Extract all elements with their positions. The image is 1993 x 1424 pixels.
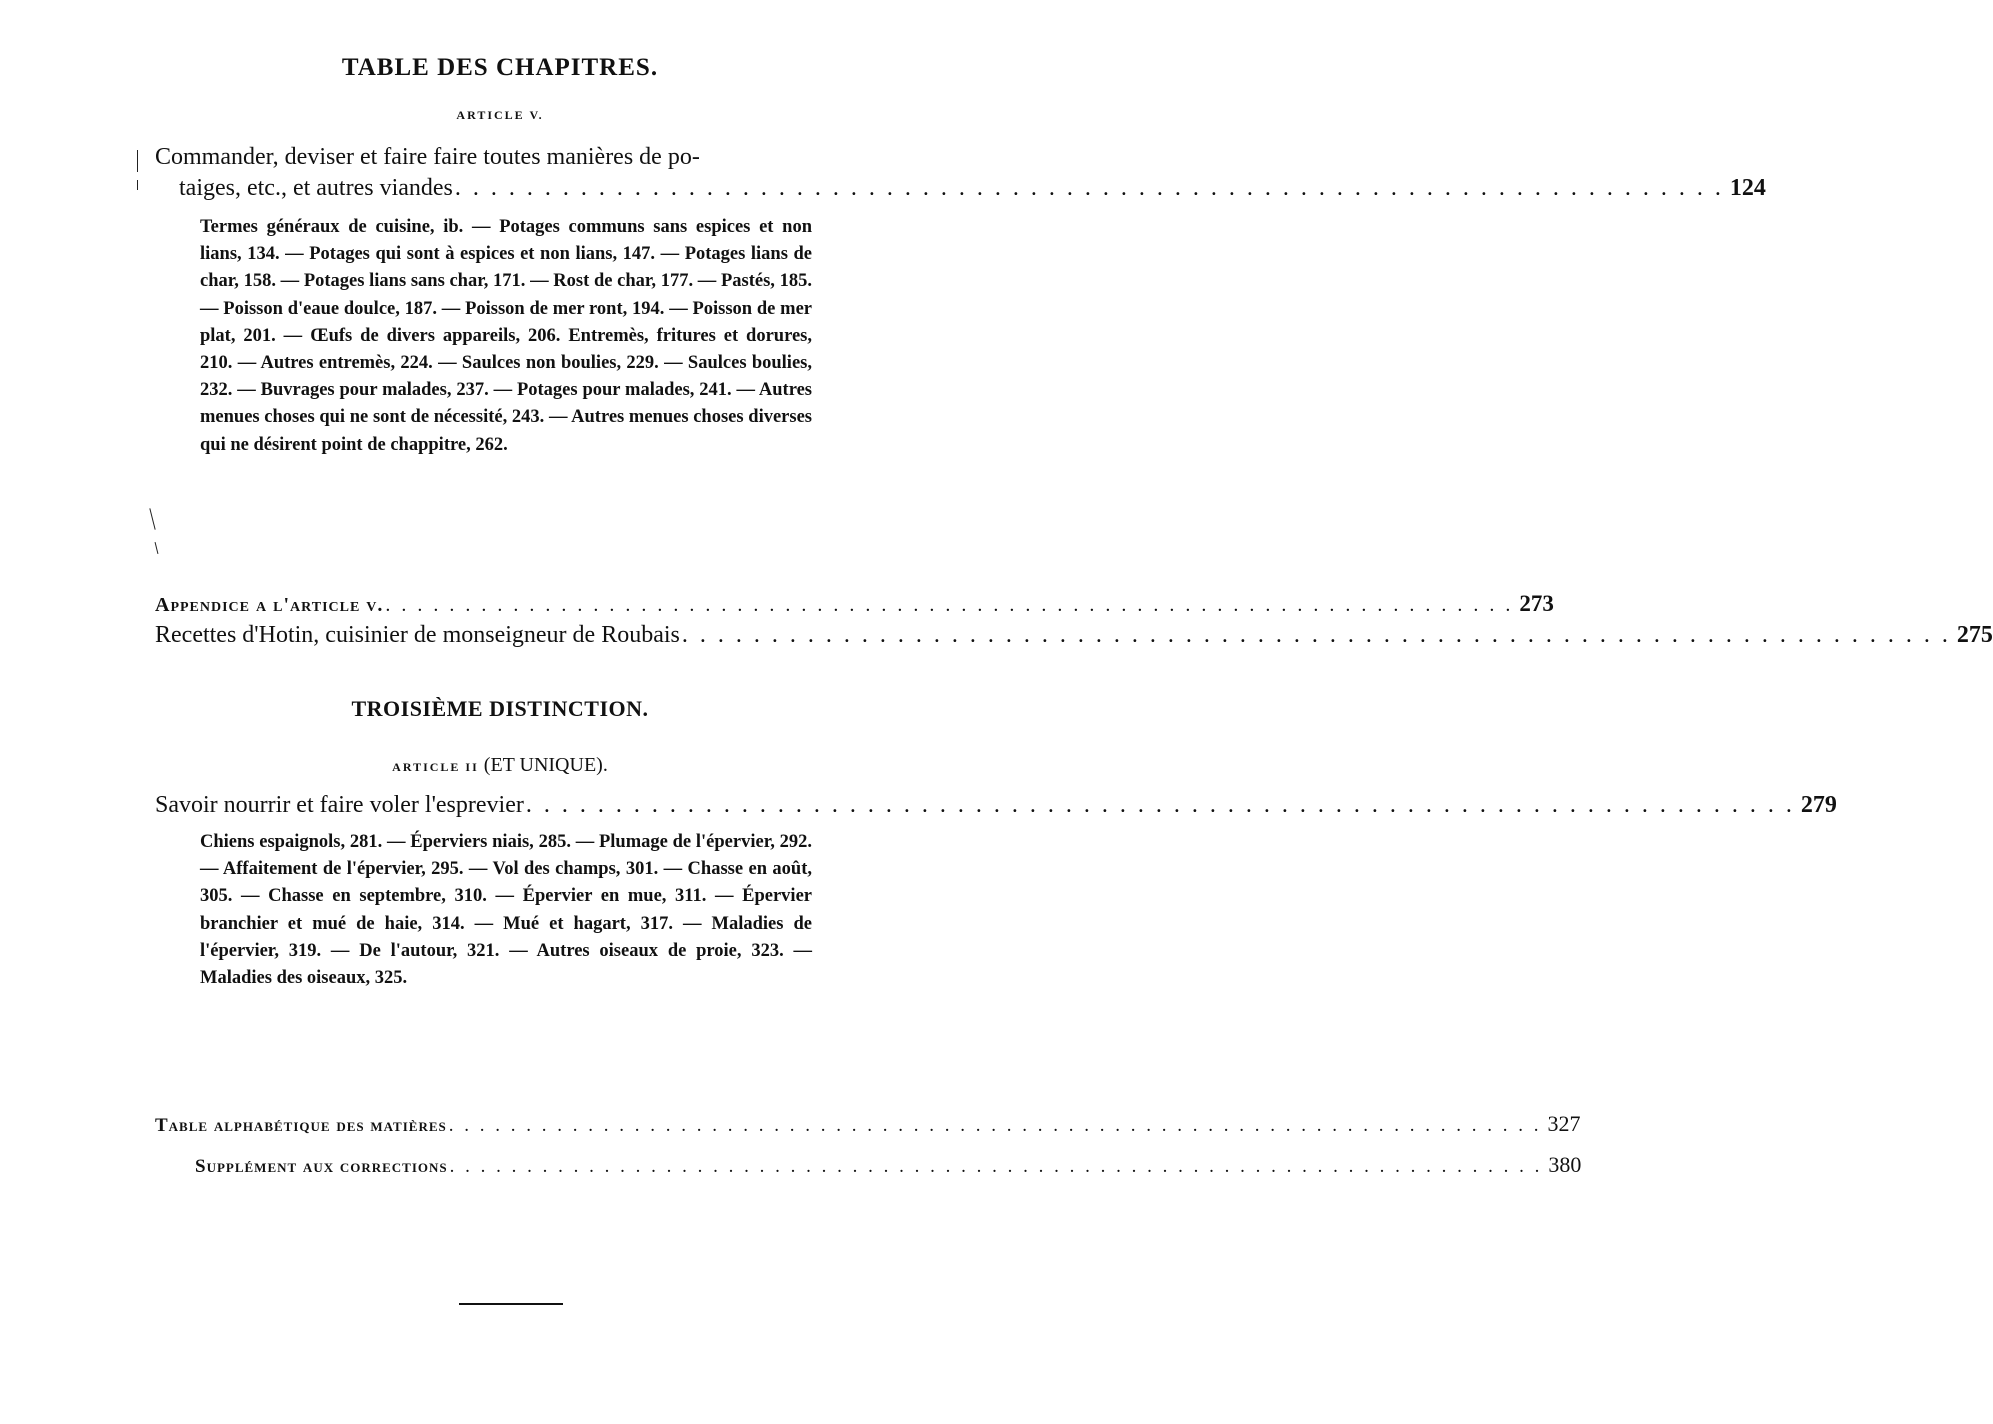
section-heading: TROISIÈME DISTINCTION.	[351, 696, 649, 721]
entry-text: Supplément aux corrections	[195, 1156, 448, 1177]
page-number: 279	[1800, 792, 1837, 818]
toc-entry-supplement[interactable]	[195, 1149, 1582, 1182]
article-ii-heading	[0, 754, 1000, 777]
end-rule	[459, 1303, 563, 1305]
page-title: TABLE DES CHAPITRES.	[341, 54, 659, 81]
dot-leader: . . . . . . . . . . . . . . . . . . . . . . . . . . . . . . . . . . . . . . . . . . . . . . . . . . . . . . . . . . . . . . . . . . . . . . .	[449, 1156, 1543, 1177]
entry-text-line1: Commander, deviser et faire faire toutes manières de po-	[155, 144, 700, 170]
toc-entry-appendix[interactable]	[155, 588, 1554, 621]
toc-entry-recettes[interactable]	[155, 620, 1993, 651]
toc-entry-article-v[interactable]	[155, 142, 1766, 204]
page-number: 275	[1956, 622, 1993, 648]
margin-mark	[137, 180, 138, 190]
dot-leader: . . . . . . . . . . . . . . . . . . . . . . . . . . . . . . . . . . . . . . . . . . . . . . . . . . . . . . . . . . . . . . . . . . . . . . .	[454, 175, 1724, 201]
dot-leader: . . . . . . . . . . . . . . . . . . . . . . . . . . . . . . . . . . . . . . . . . . . . . . . . . . . . . . . . . . . . . . . . . . . . . . .	[385, 594, 1514, 616]
entry-text: Savoir nourrir et faire voler l'esprevier	[155, 792, 524, 818]
entry-text: Appendice a l'article v.	[155, 594, 384, 616]
entry-text-line2: taiges, etc., et autres viandes	[179, 175, 453, 201]
toc-entry-esprevier[interactable]	[155, 790, 1837, 821]
article-v-heading: ARTICLE V.	[456, 108, 544, 122]
entry-text: Table alphabétique des matières	[155, 1115, 447, 1136]
article-label: ARTICLE II	[392, 760, 479, 774]
page-number: 124	[1729, 175, 1766, 201]
page-number: 327	[1547, 1111, 1581, 1136]
article-paren: (ET UNIQUE).	[483, 754, 608, 776]
toc-entry-table-alpha[interactable]	[155, 1108, 1581, 1141]
page-number: 273	[1519, 591, 1554, 616]
dot-leader: . . . . . . . . . . . . . . . . . . . . . . . . . . . . . . . . . . . . . . . . . . . . . . . . . . . . . . . . . . . . . . . . . . . . . . .	[681, 622, 1951, 648]
dot-leader: . . . . . . . . . . . . . . . . . . . . . . . . . . . . . . . . . . . . . . . . . . . . . . . . . . . . . . . . . . . . . . . . . . . . . . .	[448, 1115, 1542, 1136]
article-ii-summary: Chiens espaignols, 281. — Éperviers niais, 285. — Plumage de l'épervier, 292. — Affaitement de l'épervier, 295. — Vol des champs, 301. — Chasse en août, 305. — Chasse en septembre, 310. — Épervier en mue, 311. — Épervier branchier et mué de haie, 314. — Mué et hagart, 317. — Maladies de l'épervier, 319. — De l'autour, 321. — Autres oiseaux de proie, 323. — Maladies des oiseaux, 325.	[200, 832, 812, 989]
article-v-summary: Termes généraux de cuisine, ib. — Potages communs sans espices et non lians, 134. — Potages qui sont à espices et non lians, 147. — Potages lians de char, 158. — Potages lians sans char, 171. — Rost de char, 177. — Pastés, 185. — Poisson d'eaue doulce, 187. — Poisson de mer ront, 194. — Poisson de mer plat, 201. — Œufs de divers appareils, 206. Entremès, fritures et dorures, 210. — Autres entremès, 224. — Saulces non boulies, 229. — Saulces boulies, 232. — Buvrages pour malades, 237. — Potages pour malades, 241. — Autres menues choses qui ne sont de nécessité, 243. — Autres menues choses diverses qui ne désirent point de chappitre, 262.	[200, 217, 812, 455]
margin-mark	[149, 508, 155, 530]
page-number: 380	[1548, 1152, 1582, 1177]
dot-leader: . . . . . . . . . . . . . . . . . . . . . . . . . . . . . . . . . . . . . . . . . . . . . . . . . . . . . . . . . . . . . . . . . . . . . . .	[525, 792, 1795, 818]
margin-mark	[137, 150, 138, 172]
entry-text: Recettes d'Hotin, cuisinier de monseigneur de Roubais	[155, 622, 680, 648]
margin-mark	[155, 542, 159, 554]
